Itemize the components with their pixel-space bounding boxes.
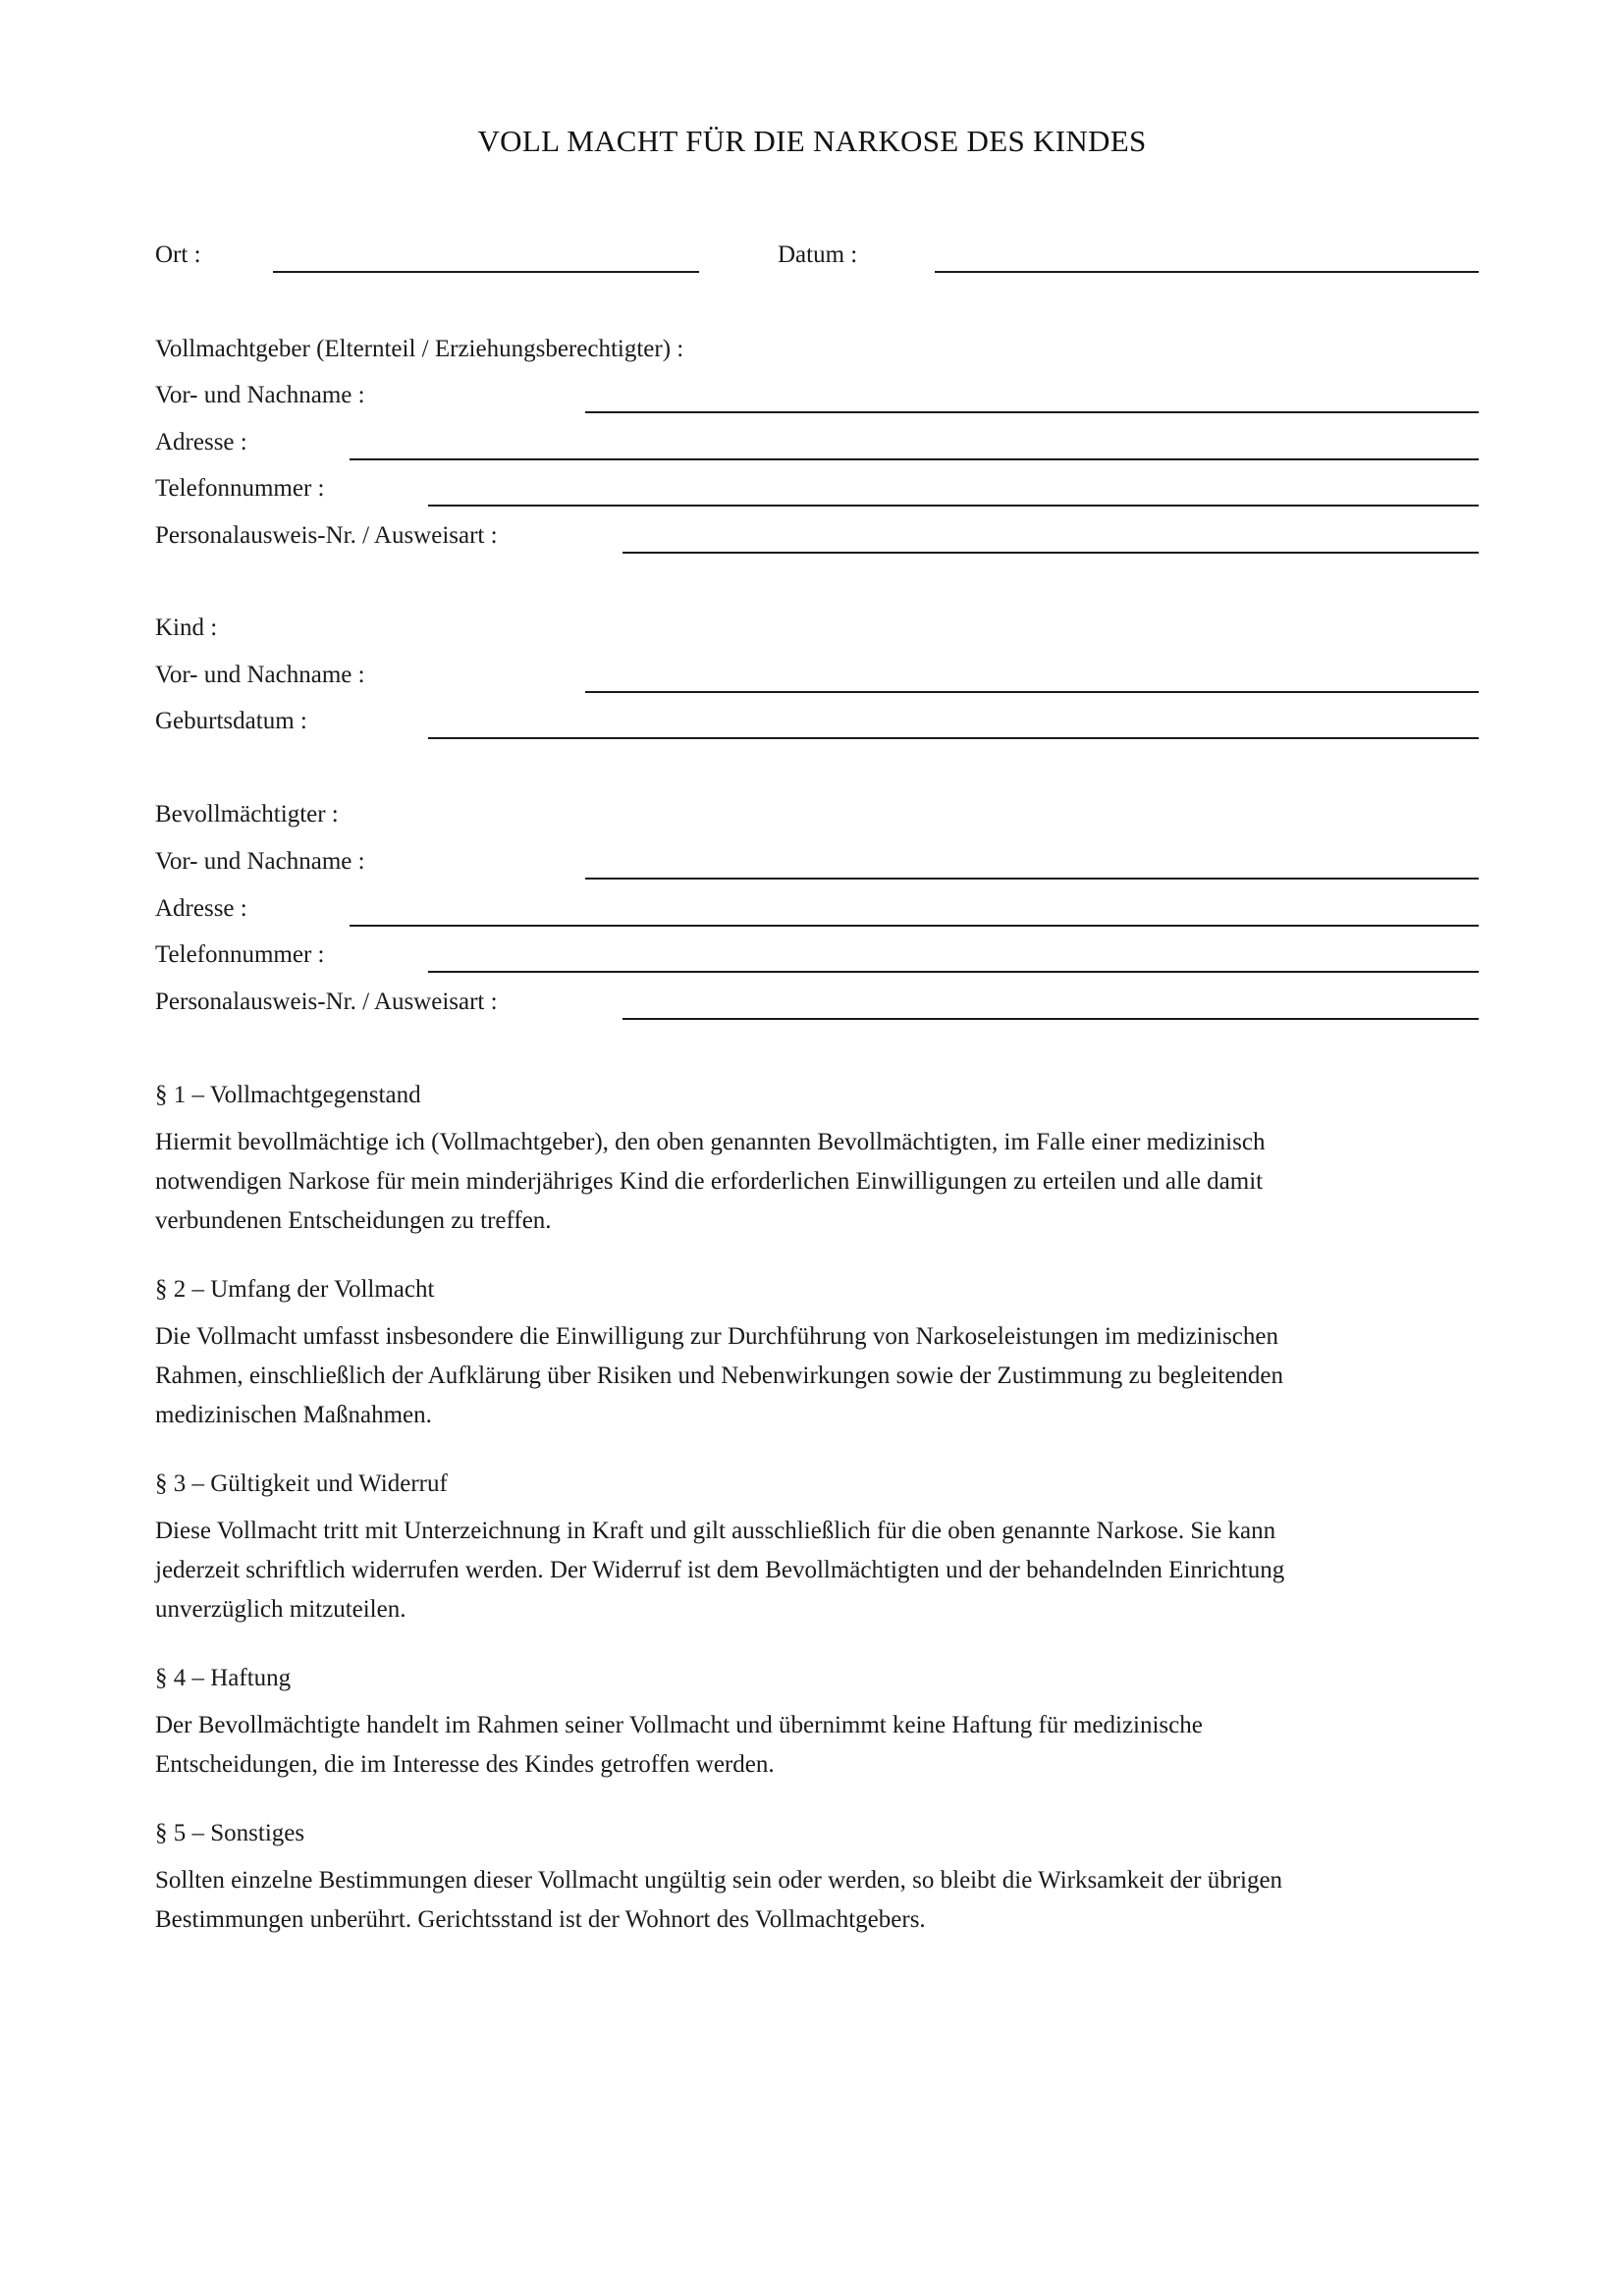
date-label: Datum : <box>778 241 858 268</box>
section-1-line: Hiermit bevollmächtige ich (Vollmachtgeber), den oben genannten Bevollmächtigten, im Falle einer medizinisch <box>155 1129 1266 1155</box>
grantor-name-label: Vor- und Nachname : <box>155 382 365 408</box>
section-2-line: Die Vollmacht umfasst insbesondere die Einwilligung zur Durchführung von Narkoseleistungen im medizinischen <box>155 1323 1278 1350</box>
section-5-heading: § 5 – Sonstiges <box>155 1820 305 1846</box>
child-name-label: Vor- und Nachname : <box>155 662 365 688</box>
page-title: VOLL MACHT FÜR DIE NARKOSE DES KINDES <box>477 124 1147 158</box>
agent-id-label: Personalausweis-Nr. / Ausweisart : <box>155 988 498 1015</box>
grantor-phone-label: Telefonnummer : <box>155 475 325 502</box>
agent-phone-label: Telefonnummer : <box>155 941 325 968</box>
section-4-heading: § 4 – Haftung <box>155 1665 292 1691</box>
section-4-line: Der Bevollmächtigte handelt im Rahmen seiner Vollmacht und übernimmt keine Haftung für medizinische <box>155 1712 1203 1738</box>
section-2-line: medizinischen Maßnahmen. <box>155 1402 432 1428</box>
place-label: Ort : <box>155 241 201 268</box>
section-5-line: Bestimmungen unberührt. Gerichtsstand ist der Wohnort des Vollmachtgebers. <box>155 1906 926 1933</box>
agent-heading: Bevollmächtigter : <box>155 801 339 828</box>
child-heading: Kind : <box>155 614 218 641</box>
grantor-name-field[interactable] <box>585 411 1479 413</box>
section-1-line: verbundenen Entscheidungen zu treffen. <box>155 1207 552 1234</box>
section-4-body <box>155 1706 1483 1785</box>
child-birthdate-field[interactable] <box>428 737 1479 739</box>
section-2-heading: § 2 – Umfang der Vollmacht <box>155 1276 435 1303</box>
grantor-id-field[interactable] <box>623 552 1479 554</box>
grantor-phone-field[interactable] <box>428 505 1479 507</box>
grantor-heading: Vollmachtgeber (Elternteil / Erziehungsberechtigter) : <box>155 336 684 362</box>
agent-address-label: Adresse : <box>155 895 247 922</box>
date-field[interactable] <box>935 271 1479 273</box>
section-3-line: Diese Vollmacht tritt mit Unterzeichnung in Kraft und gilt ausschließlich für die oben genannte Narkose. Sie kann <box>155 1518 1276 1544</box>
grantor-id-label: Personalausweis-Nr. / Ausweisart : <box>155 522 498 549</box>
grantor-address-field[interactable] <box>350 458 1479 460</box>
section-3-line: jederzeit schriftlich widerrufen werden. Der Widerruf ist dem Bevollmächtigten und der behandelnden Einrichtung <box>155 1557 1285 1583</box>
section-3-heading: § 3 – Gültigkeit und Widerruf <box>155 1470 448 1497</box>
agent-name-label: Vor- und Nachname : <box>155 848 365 875</box>
agent-phone-field[interactable] <box>428 971 1479 973</box>
section-4-line: Entscheidungen, die im Interesse des Kindes getroffen werden. <box>155 1751 775 1778</box>
section-5-body <box>155 1861 1483 1940</box>
child-name-field[interactable] <box>585 691 1479 693</box>
section-3-line: unverzüglich mitzuteilen. <box>155 1596 406 1623</box>
agent-name-field[interactable] <box>585 878 1479 880</box>
place-field[interactable] <box>273 271 699 273</box>
grantor-address-label: Adresse : <box>155 429 247 455</box>
section-1-line: notwendigen Narkose für mein minderjähriges Kind die erforderlichen Einwilligungen zu erteilen und alle damit <box>155 1168 1264 1195</box>
section-2-body <box>155 1317 1483 1435</box>
section-5-line: Sollten einzelne Bestimmungen dieser Vollmacht ungültig sein oder werden, so bleibt die Wirksamkeit der übrigen <box>155 1867 1283 1894</box>
agent-id-field[interactable] <box>623 1018 1479 1020</box>
section-3-body <box>155 1512 1483 1629</box>
agent-address-field[interactable] <box>350 925 1479 927</box>
section-1-body <box>155 1123 1483 1241</box>
section-2-line: Rahmen, einschließlich der Aufklärung über Risiken und Nebenwirkungen sowie der Zustimmung zu begleitenden <box>155 1362 1284 1389</box>
section-1-heading: § 1 – Vollmachtgegenstand <box>155 1082 421 1108</box>
child-birthdate-label: Geburtsdatum : <box>155 708 307 734</box>
